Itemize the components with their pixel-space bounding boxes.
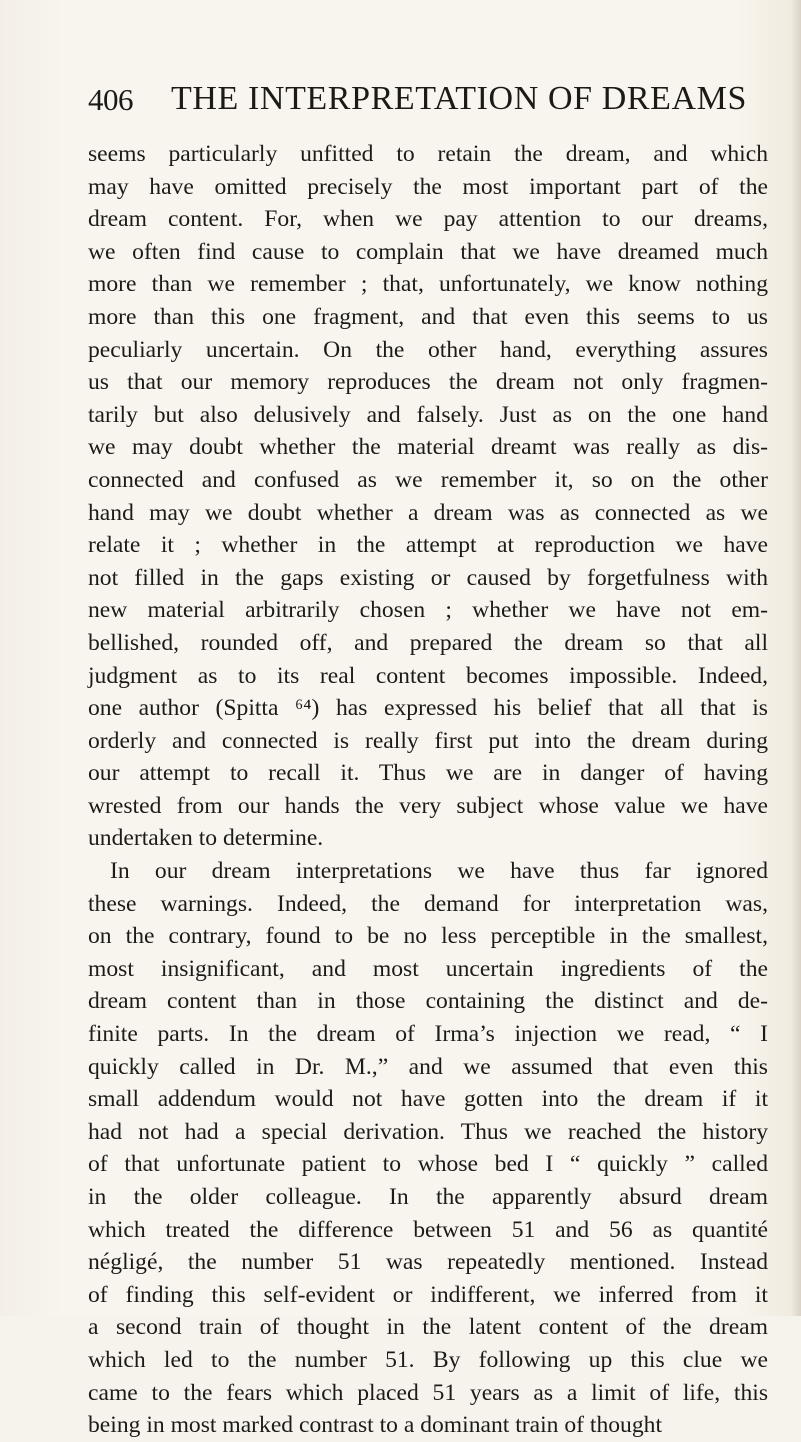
text-line: on the contrary, found to be no less perceptible in the smallest,	[88, 923, 768, 950]
paragraph	[88, 855, 768, 1442]
page-number: 406	[88, 82, 133, 117]
text-line: relate it ; whether in the attempt at reproduction we have	[88, 532, 768, 559]
text-line: more than we remember ; that, unfortunately, we know nothing	[88, 271, 768, 298]
text-line: may have omitted precisely the most important part of the	[88, 173, 768, 200]
text-line: tarily but also delusively and falsely. Just as on the one hand	[88, 401, 768, 428]
text-line: dream content. For, when we pay attention to our dreams,	[88, 206, 768, 233]
text-line: which led to the number 51. By following up this clue we	[88, 1346, 768, 1373]
text-line: quickly called in Dr. M.,” and we assumed that even this	[88, 1053, 768, 1080]
text-line: we may doubt whether the material dreamt was really as dis-	[88, 434, 768, 461]
text-line: seems particularly unfitted to retain the dream, and which	[88, 141, 768, 167]
text-line: came to the fears which placed 51 years as a limit of life, this	[88, 1379, 768, 1406]
text-line: undertaken to determine.	[88, 825, 324, 852]
text-line: our attempt to recall it. Thus we are in danger of having	[88, 760, 768, 787]
text-line: peculiarly uncertain. On the other hand, everything assures	[88, 336, 768, 363]
running-head	[88, 80, 778, 124]
text-line: one author (Spitta ⁶⁴) has expressed his belief that all that is	[88, 695, 768, 722]
text-line: of that unfortunate patient to whose bed I “ quickly ” called	[88, 1151, 768, 1178]
text-line: In our dream interpretations we have thus far ignored	[110, 858, 768, 885]
text-line: orderly and connected is really first put into the dream during	[88, 727, 768, 754]
text-line: most insignificant, and most uncertain ingredients of the	[88, 955, 768, 982]
text-line: négligé, the number 51 was repeatedly mentioned. Instead	[88, 1249, 768, 1276]
text-line: new material arbitrarily chosen ; whether we have not em-	[88, 597, 768, 624]
text-line: these warnings. Indeed, the demand for interpretation was,	[88, 890, 768, 917]
text-line: being in most marked contrast to a dominant train of thought	[88, 1412, 663, 1439]
body-text	[88, 138, 768, 1442]
text-line: which treated the difference between 51 and 56 as quantité	[88, 1216, 768, 1243]
text-line: connected and confused as we remember it, so on the other	[88, 466, 768, 493]
text-line: bellished, rounded off, and prepared the dream so that all	[88, 629, 768, 656]
paragraph-container	[88, 138, 768, 1442]
text-line: us that our memory reproduces the dream not only fragmen-	[88, 369, 768, 396]
text-line: of finding this self-evident or indifferent, we inferred from it	[88, 1281, 768, 1308]
text-line: finite parts. In the dream of Irma’s injection we read, “ I	[88, 1021, 768, 1048]
text-line: judgment as to its real content becomes impossible. Indeed,	[88, 662, 768, 689]
text-line: not filled in the gaps existing or caused by forgetfulness with	[88, 564, 768, 591]
text-line: had not had a special derivation. Thus we reached the history	[88, 1118, 768, 1145]
text-line: we often find cause to complain that we have dreamed much	[88, 238, 768, 265]
text-line: dream content than in those containing the distinct and de-	[88, 988, 768, 1015]
paragraph	[88, 138, 768, 855]
running-title: THE INTERPRETATION OF DREAMS	[171, 80, 748, 117]
text-line: small addendum would not have gotten into the dream if it	[88, 1086, 768, 1113]
text-line: in the older colleague. In the apparently absurd dream	[88, 1184, 768, 1210]
page-edge-shadow	[791, 0, 801, 1316]
text-line: more than this one fragment, and that even this seems to us	[88, 303, 768, 330]
text-line: a second train of thought in the latent content of the dream	[88, 1314, 768, 1341]
text-line: wrested from our hands the very subject whose value we have	[88, 792, 768, 819]
text-line: hand may we doubt whether a dream was as connected as we	[88, 499, 768, 526]
